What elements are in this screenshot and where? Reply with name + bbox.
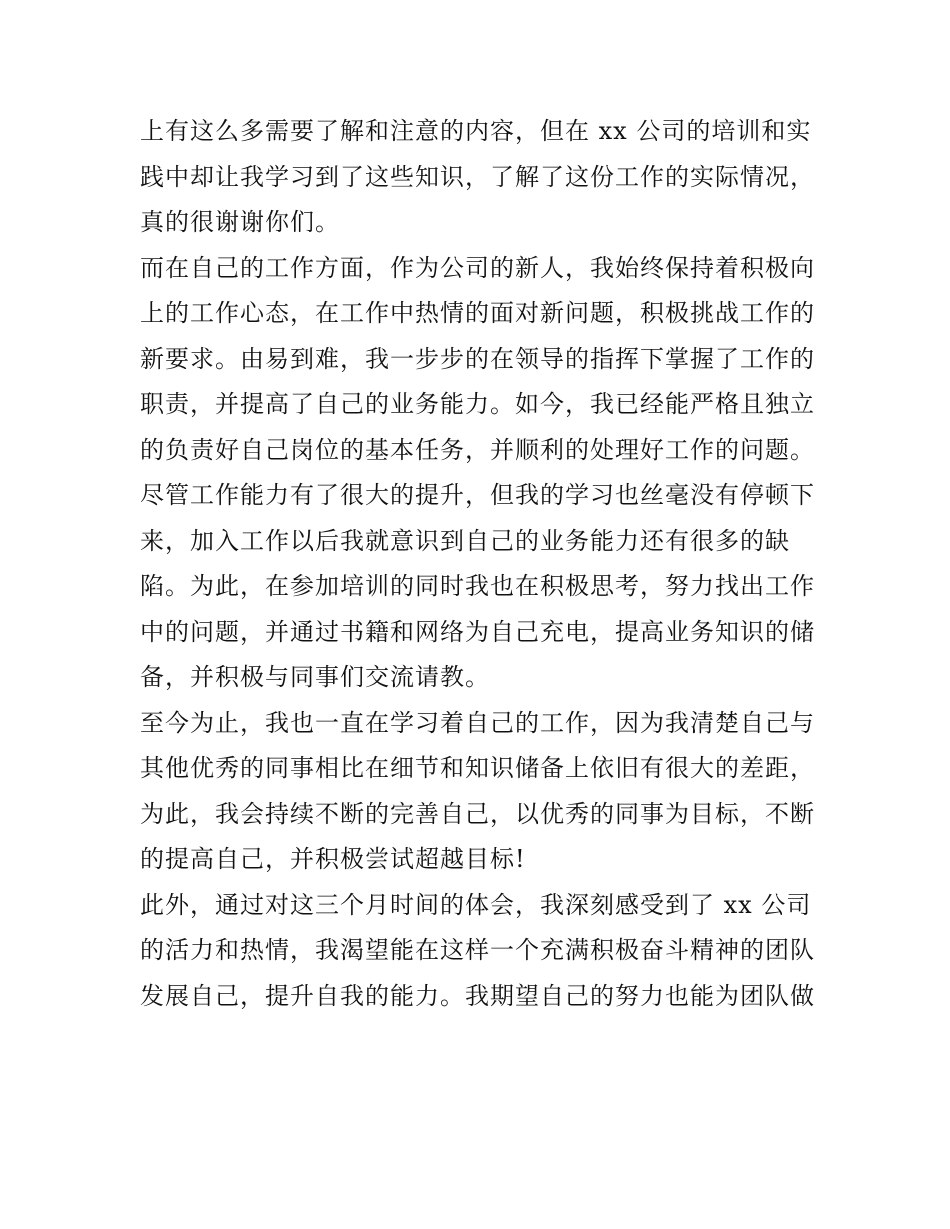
text-line: 上有这么多需要了解和注意的内容，但在 xx 公司的培训和实: [140, 117, 812, 145]
text-line: 践中却让我学习到了这些知识，了解了这份工作的实际情况，: [140, 162, 815, 191]
text-line: 的负责好自己岗位的基本任务，并顺利的处理好工作的问题。: [140, 435, 815, 464]
text-line: 至今为止，我也一直在学习着自己的工作，因为我清楚自己与: [140, 708, 815, 737]
text-line: 新要求。由易到难，我一步步的在领导的指挥下掌握了工作的: [140, 344, 815, 373]
text-line: 真的很谢谢你们。: [140, 208, 340, 236]
text-line: 中的问题，并通过书籍和网络为自己充电，提高业务知识的储: [140, 617, 815, 646]
text-line: 备，并积极与同事们交流请教。: [140, 663, 490, 691]
text-line: 的提高自己，并积极尝试超越目标!: [140, 845, 526, 873]
document-body: [140, 109, 820, 1019]
text-line: 上的工作心态，在工作中热情的面对新问题，积极挑战工作的: [140, 299, 815, 327]
text-line: 来，加入工作以后我就意识到自己的业务能力还有很多的缺: [140, 526, 790, 555]
text-line: 的活力和热情，我渴望能在这样一个充满积极奋斗精神的团队: [140, 936, 815, 964]
text-line: 为此，我会持续不断的完善自己，以优秀的同事为目标，不断: [140, 799, 815, 828]
text-line: 而在自己的工作方面，作为公司的新人，我始终保持着积极向: [140, 253, 815, 282]
text-line: 陷。为此，在参加培训的同时我也在积极思考，努力找出工作: [140, 572, 815, 600]
text-line: 此外，通过对这三个月时间的体会，我深刻感受到了 xx 公司: [140, 890, 812, 919]
text-line: 其他优秀的同事相比在细节和知识储备上依旧有很大的差距，: [140, 754, 815, 782]
text-line: 职责，并提高了自己的业务能力。如今，我已经能严格且独立: [140, 390, 815, 418]
text-line: 发展自己，提升自我的能力。我期望自己的努力也能为团队做: [140, 981, 815, 1010]
text-line: 尽管工作能力有了很大的提升，但我的学习也丝毫没有停顿下: [140, 481, 815, 509]
